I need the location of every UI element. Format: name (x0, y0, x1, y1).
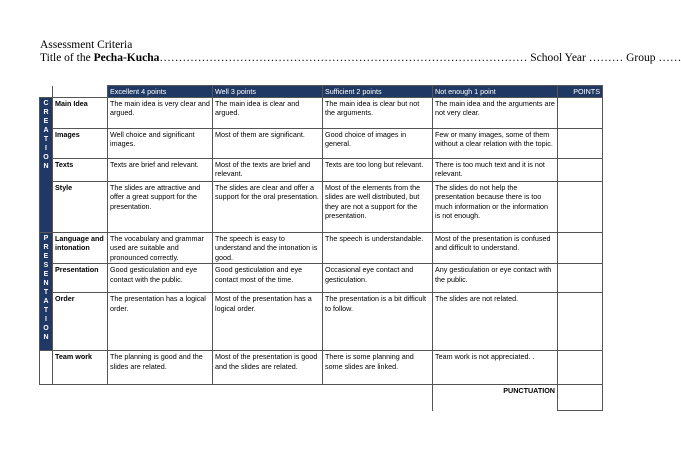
cell-sufficient: The main idea is clear but not the arguments. (323, 97, 433, 128)
cell-not-enough: The slides are not related. (433, 293, 558, 351)
table-row (40, 97, 603, 128)
criterion-cell: Language and intonation (53, 232, 108, 264)
punctuation-spacer (323, 385, 433, 411)
cell-not-enough: There is too much text and it is not relevant. (433, 158, 558, 181)
table-row (40, 293, 603, 351)
document-heading (40, 39, 681, 65)
cell-excellent: Good gesticulation and eye contact with the public. (108, 264, 213, 293)
points-cell[interactable] (558, 97, 603, 128)
criterion-cell: Order (53, 293, 108, 351)
cell-sufficient: Occasional eye contact and gesticulation. (323, 264, 433, 293)
criterion-cell: Team work (53, 351, 108, 385)
cell-well: Most of them are significant. (213, 128, 323, 158)
header-not-enough: Not enough 1 point (433, 86, 558, 98)
punctuation-label: PUNCTUATION (433, 385, 558, 411)
cell-excellent: The presentation has a logical order. (108, 293, 213, 351)
cell-sufficient: The presentation is a bit difficult to follow. (323, 293, 433, 351)
criterion-cell: Presentation (53, 264, 108, 293)
points-cell[interactable] (558, 351, 603, 385)
table-row (40, 158, 603, 181)
rubric-table (39, 85, 603, 411)
cell-well: The slides are clear and offer a support for the oral presentation. (213, 181, 323, 232)
cell-excellent: The planning is good and the slides are related. (108, 351, 213, 385)
section-blank (40, 351, 53, 385)
header-row (40, 86, 603, 98)
cell-not-enough: Any gesticulation or eye contact with the public. (433, 264, 558, 293)
heading-line2 (40, 52, 681, 65)
points-cell[interactable] (558, 128, 603, 158)
cell-well: The speech is easy to understand and the intonation is good. (213, 232, 323, 264)
cell-sufficient: There is some planning and some slides are linked. (323, 351, 433, 385)
cell-well: Most of the presentation is good and the slides are related. (213, 351, 323, 385)
criterion-cell: Images (53, 128, 108, 158)
title-bold: Pecha-Kucha (93, 52, 160, 64)
criterion-cell: Main Idea (53, 97, 108, 128)
header-points: POINTS (558, 86, 603, 98)
points-cell[interactable] (558, 232, 603, 264)
cell-sufficient: Good choice of images in general. (323, 128, 433, 158)
table-row (40, 128, 603, 158)
criterion-cell: Texts (53, 158, 108, 181)
points-cell[interactable] (558, 181, 603, 232)
table-row (40, 181, 603, 232)
corner-cell (40, 86, 53, 98)
table-row (40, 232, 603, 264)
cell-well: Good gesticulation and eye contact most of the time. (213, 264, 323, 293)
title-prefix: Title of the (40, 52, 94, 64)
cell-sufficient: Texts are too long but relevant. (323, 158, 433, 181)
header-sufficient: Sufficient 2 points (323, 86, 433, 98)
cell-sufficient: Most of the elements from the slides are well distributed, but they are not a support for the presentation. (323, 181, 433, 232)
cell-not-enough: Team work is not appreciated. . (433, 351, 558, 385)
section-presentation-label: P R E S E N T A T I O N (43, 234, 49, 341)
criterion-cell: Style (53, 181, 108, 232)
cell-not-enough: Most of the presentation is confused and difficult to understand. (433, 232, 558, 264)
group-dots: …… (658, 52, 681, 64)
punctuation-row (40, 385, 603, 411)
cell-well: Most of the presentation has a logical order. (213, 293, 323, 351)
punctuation-total-cell[interactable] (558, 385, 603, 411)
section-creation-label: C R E A T I O N (43, 99, 49, 170)
section-presentation (40, 232, 53, 351)
cell-excellent: The slides are attractive and offer a great support for the presentation. (108, 181, 213, 232)
cell-not-enough: The main idea and the arguments are not very clear. (433, 97, 558, 128)
cell-not-enough: Few or many images, some of them without a clear relation with the topic. (433, 128, 558, 158)
punctuation-spacer (213, 385, 323, 411)
cell-not-enough: The slides do not help the presentation because there is too much information or the information is not enough. (433, 181, 558, 232)
cell-excellent: The main idea is very clear and argued. (108, 97, 213, 128)
school-year-label: School Year (530, 52, 586, 64)
header-well: Well 3 points (213, 86, 323, 98)
heading-line1: Assessment Criteria (40, 39, 133, 51)
table-row (40, 351, 603, 385)
punctuation-spacer (40, 385, 53, 411)
group-label: Group (626, 52, 656, 64)
title-dots: …………………………………………………………………………………… (159, 52, 528, 64)
punctuation-spacer (108, 385, 213, 411)
points-cell[interactable] (558, 158, 603, 181)
cell-excellent: The vocabulary and grammar used are suitable and pronounced correctly. (108, 232, 213, 264)
cell-excellent: Texts are brief and relevant. (108, 158, 213, 181)
points-cell[interactable] (558, 293, 603, 351)
table-row (40, 264, 603, 293)
section-creation (40, 97, 53, 232)
header-excellent: Excellent 4 points (108, 86, 213, 98)
points-cell[interactable] (558, 264, 603, 293)
cell-sufficient: The speech is understandable. (323, 232, 433, 264)
school-year-dots: ……… (588, 52, 624, 64)
cell-well: Most of the texts are brief and relevant. (213, 158, 323, 181)
cell-excellent: Well choice and significant images. (108, 128, 213, 158)
cell-well: The main idea is clear and argued. (213, 97, 323, 128)
criterion-header (53, 86, 108, 98)
punctuation-spacer (53, 385, 108, 411)
